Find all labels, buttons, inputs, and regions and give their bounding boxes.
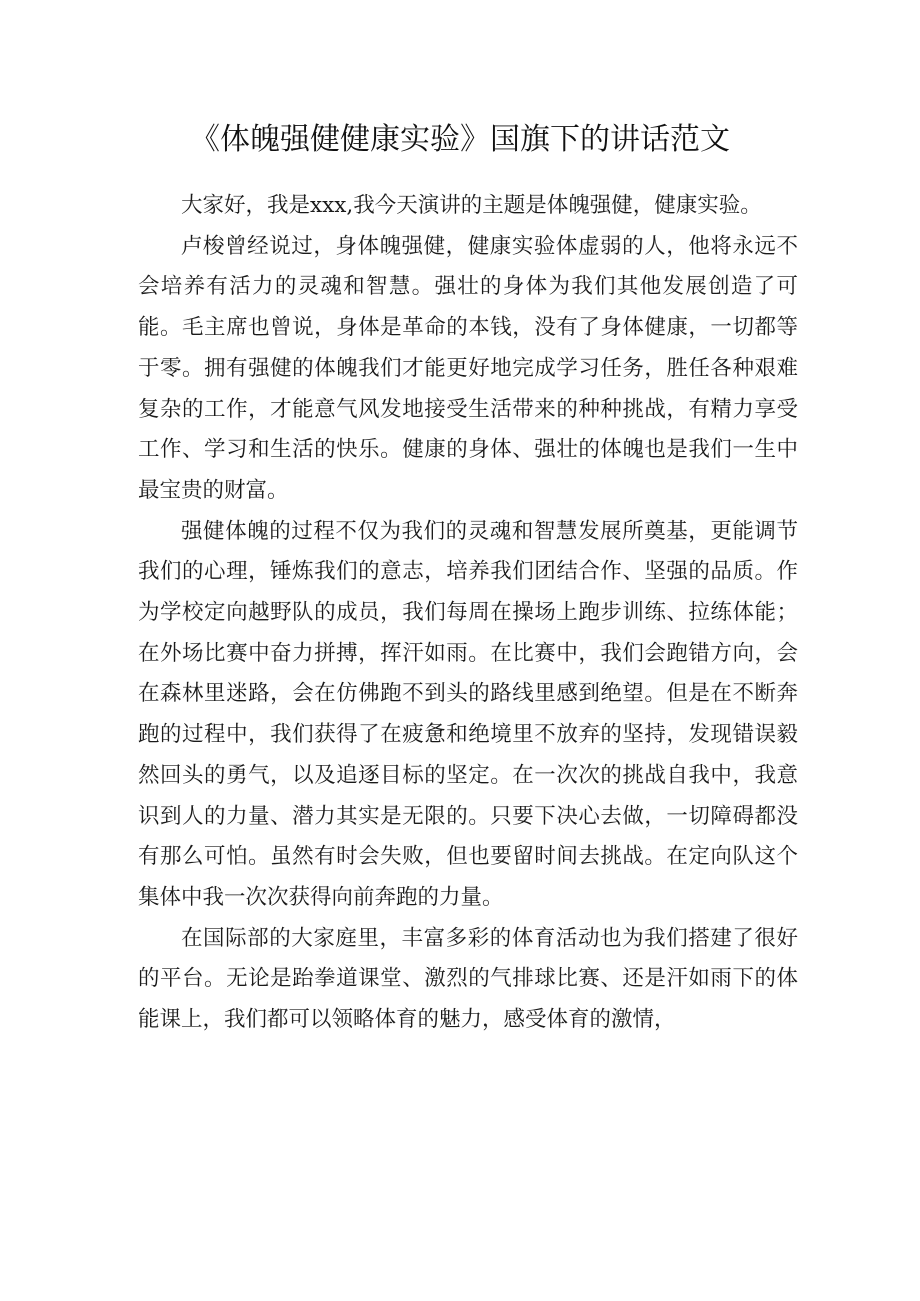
- document-title: 《体魄强健健康实验》国旗下的讲话范文: [190, 122, 730, 157]
- paragraph-rousseau: 卢梭曾经说过，身体魄强健，健康实验体虚弱的人，他将永远不会培养有活力的灵魂和智慧。强壮的身体为我们其他发展创造了可能。毛主席也曾说，身体是革命的本钱，没有了身体健康，一切都等于零。拥有强健的体魄我们才能更好地完成学习任务，胜任各种艰难复杂的工作，才能意气风发地接受生活带来的种种挑战，有精力享受工作、学习和生活的快乐。健康的身体、强壮的体魄也是我们一生中最宝贵的财富。: [138, 233, 798, 503]
- document-body: [138, 186, 798, 1041]
- paragraph-orienteering: 强健体魄的过程不仅为我们的灵魂和智慧发展所奠基，更能调节我们的心理，锤炼我们的意志，培养我们团结合作、坚强的品质。作为学校定向越野队的成员，我们每周在操场上跑步训练、拉练体能；在外场比赛中奋力拼搏，挥汗如雨。在比赛中，我们会跑错方向，会在森林里迷路，会在仿佛跑不到头的路线里感到绝望。但是在不断奔跑的过程中，我们获得了在疲惫和绝境里不放弃的坚持，发现错误毅然回头的勇气，以及追逐目标的坚定。在一次次的挑战自我中，我意识到人的力量、潜力其实是无限的。只要下决心去做，一切障碍都没有那么可怕。虽然有时会失败，但也要留时间去挑战。在定向队这个集体中我一次次获得向前奔跑的力量。: [138, 518, 798, 910]
- paragraph-international: 在国际部的大家庭里，丰富多彩的体育活动也为我们搭建了很好的平台。无论是跆拳道课堂、激烈的气排球比赛、还是汗如雨下的体能课上，我们都可以领略体育的魅力，感受体育的激情，: [138, 925, 798, 1033]
- paragraph-greeting: 大家好，我是xxx,我今天演讲的主题是体魄强健，健康实验。: [181, 193, 762, 218]
